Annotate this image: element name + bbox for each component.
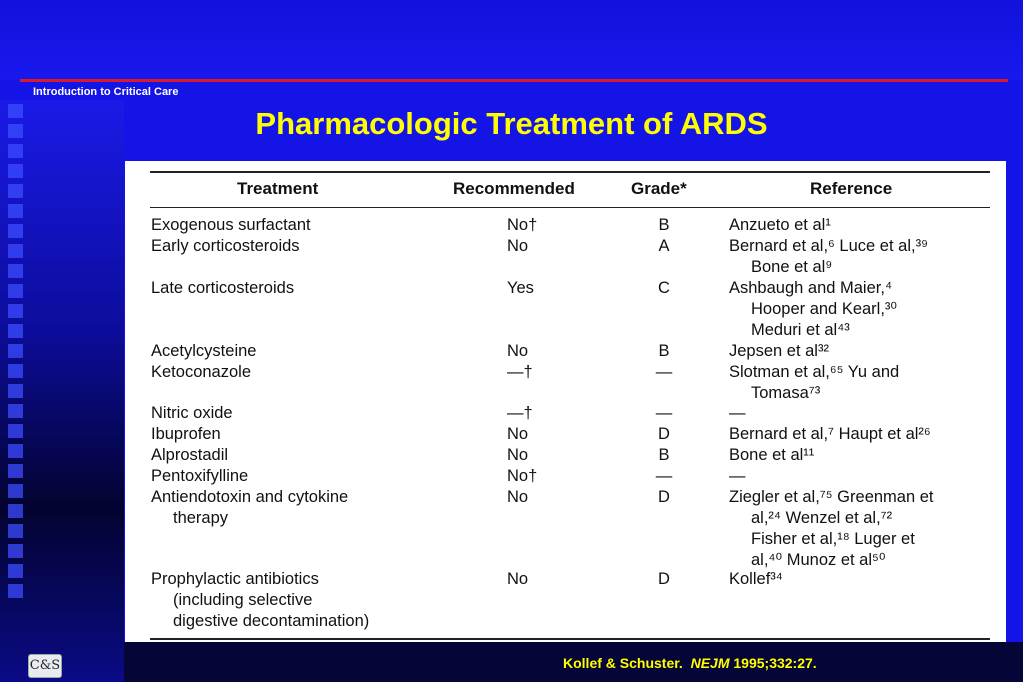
cell-treatment: Antiendotoxin and cytokine [151, 488, 349, 506]
left-square-column [8, 104, 28, 604]
decor-square [8, 264, 23, 278]
slide-title-text: Pharmacologic Treatment of ARDS [255, 106, 768, 141]
cell-grade: A [658, 237, 670, 255]
citation-journal: NEJM [690, 655, 730, 671]
cell-treatment: Ketoconazole [151, 363, 251, 381]
decor-square [8, 324, 23, 338]
cell-recommended: —† [507, 404, 533, 422]
cell-grade: — [655, 467, 673, 485]
cell-reference: Hooper and Kearl,³⁰ [751, 300, 898, 318]
decor-square [8, 564, 23, 578]
cell-reference: Bernard et al,⁷ Haupt et al²⁶ [729, 425, 931, 443]
cell-reference: — [729, 404, 746, 422]
decor-square [8, 344, 23, 358]
cell-treatment: Exogenous surfactant [151, 216, 311, 234]
cell-treatment: Acetylcysteine [151, 342, 257, 360]
cell-reference: Fisher et al,¹⁸ Luger et [751, 530, 915, 548]
cell-recommended: No† [507, 216, 538, 234]
cell-treatment: Ibuprofen [151, 425, 221, 443]
cell-treatment: (including selective [173, 591, 313, 609]
cell-grade: D [658, 570, 670, 588]
footer-citation [563, 655, 817, 671]
cell-treatment: digestive decontamination) [173, 612, 370, 630]
cell-reference: Bone et al¹¹ [729, 446, 815, 464]
cell-reference: Bernard et al,⁶ Luce et al,³⁹ [729, 237, 929, 255]
cell-reference: Ziegler et al,⁷⁵ Greenman et [729, 488, 934, 506]
cell-treatment: therapy [173, 509, 229, 527]
cell-grade: B [658, 446, 670, 464]
cell-grade: B [658, 216, 670, 234]
cell-reference: Jepsen et al³² [729, 342, 829, 360]
decor-square [8, 464, 23, 478]
cell-recommended: No [507, 570, 529, 588]
cell-treatment: Alprostadil [151, 446, 229, 464]
citation-ref: 1995;332:27. [733, 655, 817, 671]
cell-reference: Ashbaugh and Maier,⁴ [729, 279, 893, 297]
decor-square [8, 364, 23, 378]
cell-reference: Slotman et al,⁶⁵ Yu and [729, 363, 900, 381]
cell-recommended: No [507, 237, 529, 255]
course-label: Introduction to Critical Care [33, 86, 179, 98]
cell-recommended: No [507, 425, 529, 443]
cell-grade: — [655, 363, 673, 381]
cell-treatment: Prophylactic antibiotics [151, 570, 319, 588]
decor-square [8, 444, 23, 458]
decor-square [8, 204, 23, 218]
cell-treatment: Late corticosteroids [151, 279, 295, 297]
cell-grade: C [658, 279, 670, 297]
cell-reference: Bone et al⁹ [751, 258, 833, 276]
table-bottom-rule [150, 638, 990, 640]
cell-treatment: Nitric oxide [151, 404, 233, 422]
decor-square [8, 404, 23, 418]
cell-reference: al,²⁴ Wenzel et al,⁷² [751, 509, 893, 527]
citation-authors: Kollef & Schuster. [563, 655, 683, 671]
decor-square [8, 244, 23, 258]
table-header-rule [150, 207, 990, 208]
cell-reference: Meduri et al⁴³ [751, 321, 850, 339]
cell-recommended: —† [507, 363, 533, 381]
cell-recommended: No [507, 446, 529, 464]
decor-square [8, 544, 23, 558]
cell-recommended: No [507, 488, 529, 506]
header-divider [20, 79, 1008, 82]
decor-square [8, 384, 23, 398]
cell-reference: Anzueto et al¹ [729, 216, 831, 234]
cell-grade: — [655, 404, 673, 422]
cell-reference: Kollef³⁴ [729, 570, 783, 588]
decor-square [8, 164, 23, 178]
cell-grade: B [658, 342, 670, 360]
cell-treatment: Pentoxifylline [151, 467, 249, 485]
decor-square [8, 284, 23, 298]
decor-square [8, 584, 23, 598]
slide-title [0, 106, 1023, 142]
column-header-grade: Grade* [631, 179, 687, 198]
cell-grade: D [658, 488, 670, 506]
table-top-rule [150, 171, 990, 173]
decor-square [8, 484, 23, 498]
cell-recommended: No† [507, 467, 538, 485]
column-header-treatment: Treatment [237, 179, 319, 198]
decor-square [8, 224, 23, 238]
top-background [0, 0, 1023, 80]
cell-grade: D [658, 425, 670, 443]
treatment-table [125, 161, 1006, 642]
cell-reference: al,⁴⁰ Munoz et al⁵⁰ [751, 551, 886, 569]
decor-square [8, 304, 23, 318]
decor-square [8, 424, 23, 438]
cell-treatment: Early corticosteroids [151, 237, 300, 255]
decor-square [8, 144, 23, 158]
cell-recommended: No [507, 342, 529, 360]
cell-reference: Tomasa⁷³ [751, 384, 821, 402]
decor-square [8, 504, 23, 518]
column-header-reference: Reference [810, 179, 893, 198]
decor-square [8, 184, 23, 198]
column-header-recommended: Recommended [453, 179, 575, 198]
decor-square [8, 524, 23, 538]
cell-recommended: Yes [507, 279, 534, 297]
cs-logo: C&S [28, 654, 62, 678]
cell-reference: — [729, 467, 746, 485]
